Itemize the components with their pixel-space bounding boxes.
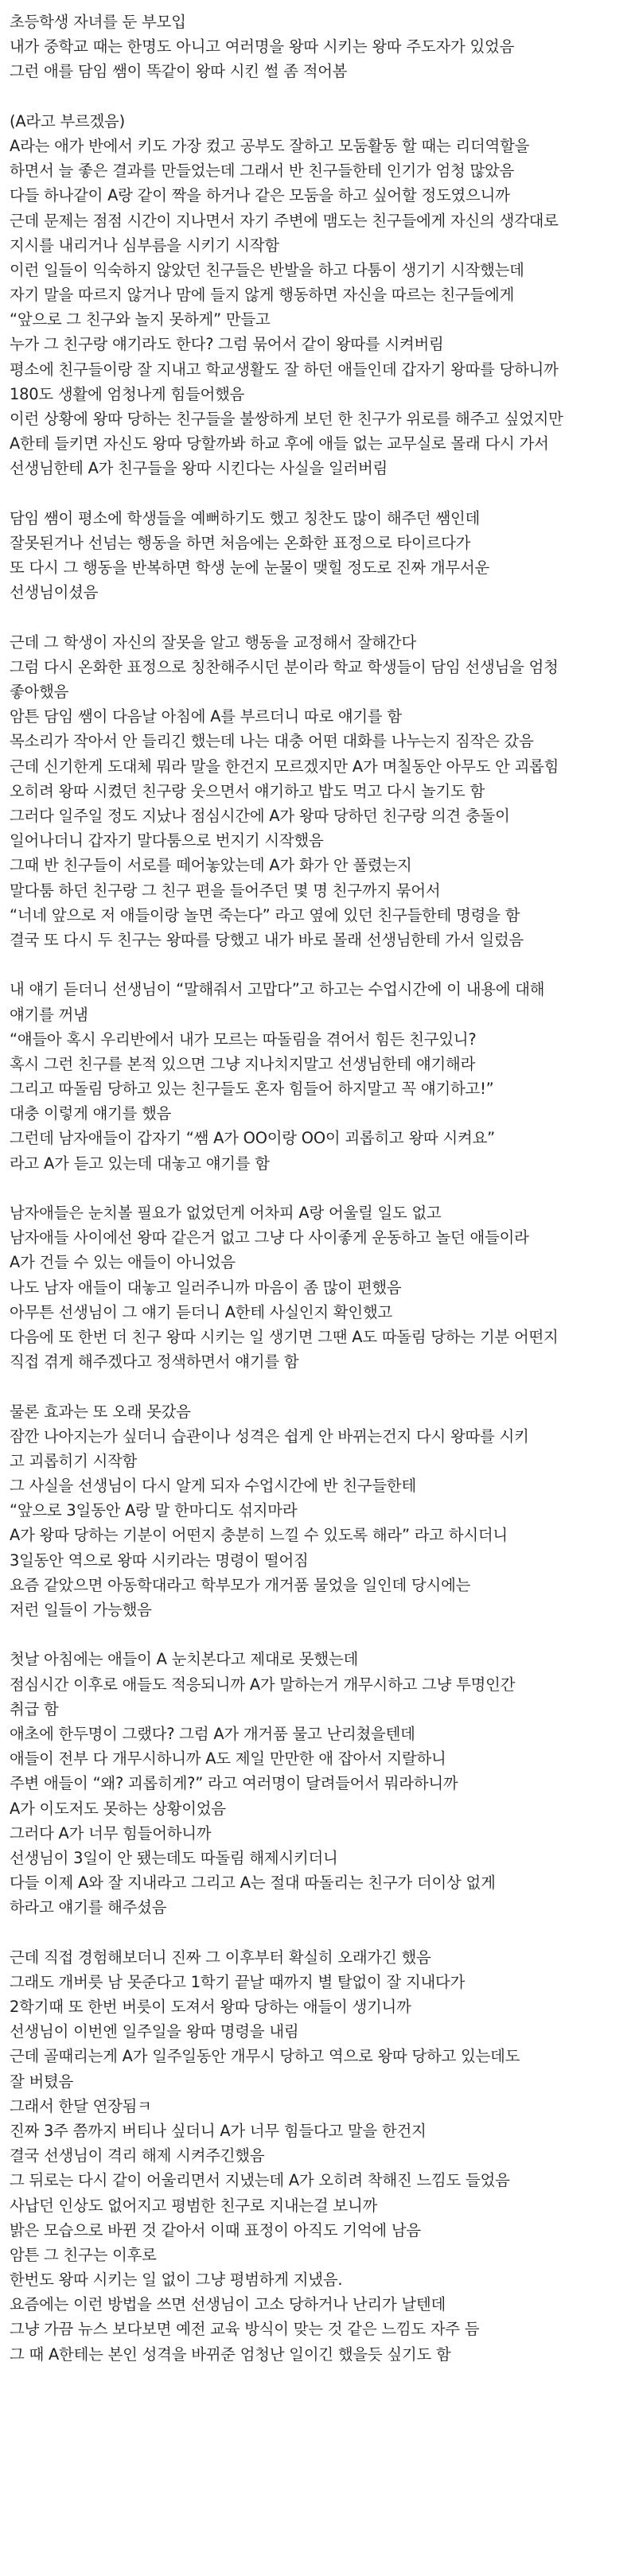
- text-line: 요즘 같았으면 아동학대라고 학부모가 개거품 물었을 일인데 당시에는: [10, 1575, 471, 1594]
- text-line: 고 괴롭히기 시작함: [10, 1451, 138, 1470]
- text-line: 저런 일들이 가능했음: [10, 1601, 152, 1619]
- text-line: 그 때 A한테는 본인 성격을 바뀌준 엄청난 일이긴 했을듯 싶기도 함: [10, 2344, 451, 2364]
- text-line: 근데 골때리는게 A가 일주일동안 개무시 당하고 역으로 왕따 당하고 있는데도: [10, 2047, 520, 2066]
- text-line: 결국 선생님이 격리 해제 시켜주긴했음: [10, 2146, 265, 2165]
- text-line: 이런 일들이 익숙하지 않았던 친구들은 반발을 하고 다툼이 생기기 시작했는데: [10, 260, 524, 279]
- text-line: 첫날 아침에는 애들이 A 눈치본다고 제대로 못했는데: [10, 1650, 359, 1669]
- text-line: 그런 애를 담임 쌤이 똑같이 왕따 시킨 썰 좀 적어봄: [10, 62, 348, 81]
- text-line: 내가 중학교 때는 한명도 아니고 여러명을 왕따 시키는 왕따 주도자가 있었음: [10, 37, 515, 56]
- text-line: 암튼 그 친구는 이후로: [10, 2245, 157, 2264]
- text-line: 암튼 담임 쌤이 다음날 아침에 A를 부르더니 따로 얘기를 함: [10, 707, 402, 726]
- paragraph-break: [10, 1622, 635, 1647]
- text-line: 담임 쌤이 평소에 학생들을 예뻐하기도 했고 칭찬도 많이 해주던 쌤인데: [10, 508, 481, 527]
- text-line: A가 왕따 당하는 기분이 어떤지 충분히 느낄 수 있도록 해라” 라고 하시더니: [10, 1526, 508, 1545]
- text-line: 다음에 또 한번 더 친구 왕따 시키는 일 생기면 그땐 A도 따돌림 당하는 기분 어떤지: [10, 1327, 559, 1346]
- text-line: 이런 상황에 왕따 당하는 친구들을 불쌍하게 보던 한 친구가 위로를 해주고 싶었지만: [10, 410, 563, 428]
- text-line: 남자애들은 눈치볼 필요가 없었던게 어차피 A랑 어울릴 일도 없고: [10, 1204, 442, 1222]
- text-line: 선생님한테 A가 친구들을 왕따 시킨다는 사실을 일러버림: [10, 459, 388, 478]
- text-line: A가 건들 수 있는 애들이 아니었음: [10, 1253, 236, 1272]
- text-line: 오히려 왕따 시켰던 친구랑 웃으면서 얘기하고 밥도 먹고 다시 놀기도 함: [10, 781, 485, 800]
- text-line: 잘못된거나 선넘는 행동을 하면 처음에는 온화한 표정으로 타이르다가: [10, 533, 471, 552]
- text-line: 근데 문제는 점점 시간이 지나면서 자기 주변에 맴도는 친구들에게 자신의 생각대로: [10, 211, 559, 230]
- text-line: 초등학생 자녀를 둔 부모입: [10, 13, 186, 31]
- text-line: 하면서 늘 좋은 결과를 만들었는데 그래서 반 친구들한테 인기가 엄청 많았음: [10, 161, 515, 181]
- text-line: 지시를 내리거나 심부름을 시키기 시작함: [10, 235, 279, 255]
- text-line: 아무튼 선생님이 그 얘기 듣더니 A한테 사실인지 확인했고: [10, 1302, 393, 1321]
- paragraph-break: [10, 84, 635, 109]
- text-line: 다들 하나같이 A랑 같이 짝을 하거나 같은 모둠을 하고 싶어할 정도였으니까: [10, 186, 510, 205]
- text-line: “얘들아 혹시 우리반에서 내가 모르는 따돌림을 겪어서 힘든 친구있니?: [10, 1029, 477, 1049]
- paragraph-break: [10, 1176, 635, 1200]
- text-line: 주변 애들이 “왜? 괴롭히게?” 라고 여러명이 달려들어서 뭐라하니까: [10, 1774, 458, 1793]
- text-line: 좋아했음: [10, 683, 69, 702]
- text-line: 직접 겪게 해주겠다고 정색하면서 얘기를 함: [10, 1352, 299, 1372]
- text-line: 혹시 그런 친구를 본적 있으면 그냥 지나치지말고 선생님한테 얘기해라: [10, 1054, 476, 1073]
- text-line: 그러다 A가 너무 힘들어하니까: [10, 1823, 212, 1843]
- text-line: A가 이도저도 못하는 상황이었음: [10, 1799, 226, 1818]
- text-line: 근데 직접 경험해보더니 진짜 그 이후부터 확실히 오래가긴 했음: [10, 1948, 431, 1967]
- text-line: 하라고 얘기를 해주셨음: [10, 1898, 167, 1917]
- text-line: 목소리가 작아서 안 들리긴 했는데 나는 대충 어떤 대화를 나누는지 짐작은 갔음: [10, 732, 534, 751]
- text-line: A한테 들키면 자신도 왕따 당할까봐 하교 후에 애들 없는 교무실로 몰래 다시 가서: [10, 434, 549, 453]
- text-line: 대충 이렇게 얘기를 했음: [10, 1104, 172, 1123]
- text-line: 잠깐 나아지는가 싶더니 습관이나 성격은 쉽게 안 바뀌는건지 다시 왕따를 시키: [10, 1426, 529, 1446]
- text-line: 또 다시 그 행동을 반복하면 학생 눈에 눈물이 맺힐 정도로 진짜 개무서운: [10, 558, 490, 578]
- text-line: 선생님이셨음: [10, 583, 99, 602]
- text-line: 애들이 전부 다 개무시하니까 A도 제일 만만한 애 잡아서 지랄하니: [10, 1749, 446, 1769]
- text-line: 내 얘기 듣더니 선생님이 “말해줘서 고맙다”고 하고는 수업시간에 이 내용에 대해: [10, 980, 545, 999]
- text-line: 그냥 가끔 뉴스 보다보면 예전 교육 방식이 맞는 것 같은 느낌도 자주 듬: [10, 2320, 480, 2339]
- text-line: 그런데 남자애들이 갑자기 “쌤 A가 OO이랑 OO이 괴롭히고 왕따 시켜요”: [10, 1129, 495, 1148]
- text-line: 그래서 한달 연장됨ㅋ: [10, 2096, 152, 2115]
- text-line: 선생님이 3일이 안 됐는데도 따돌림 해제시키더니: [10, 1848, 338, 1867]
- text-line: 말다툼 하던 친구랑 그 친구 편을 들어주던 몇 명 친구까지 묶어서: [10, 881, 441, 900]
- text-line: 3일동안 역으로 왕따 시키라는 명령이 떨어짐: [10, 1551, 309, 1570]
- text-line: 결국 또 다시 두 친구는 왕따를 당했고 내가 바로 몰래 선생님한테 가서 일렀음: [10, 930, 524, 949]
- text-line: 남자애들 사이에선 왕따 같은거 없고 그냥 다 사이좋게 운동하고 놀던 애들이라: [10, 1228, 529, 1247]
- paragraph-break: [10, 1374, 635, 1399]
- text-line: 일어나더니 갑자기 말다툼으로 번지기 시작했음: [10, 831, 324, 850]
- text-line: 물론 효과는 또 오래 못갔음: [10, 1402, 191, 1421]
- text-line: 누가 그 친구랑 얘기라도 한다? 그럼 묶어서 같이 왕따를 시켜버림: [10, 335, 444, 354]
- text-line: 그럼 다시 온화한 표정으로 칭찬해주시던 분이라 학교 학생들이 담임 선생님을 엄청: [10, 657, 559, 676]
- text-line: 애초에 한두명이 그랬다? 그럼 A가 개거품 물고 난리쳤을텐데: [10, 1724, 415, 1743]
- text-line: 그 뒤로는 다시 같이 어울리면서 지냈는데 A가 오히려 착해진 느낌도 들었음: [10, 2171, 510, 2190]
- text-line: 요즘에는 이런 방법을 쓰면 선생님이 고소 당하거나 난리가 날텐데: [10, 2295, 446, 2314]
- text-line: 그리고 따돌림 당하고 있는 친구들도 혼자 힘들어 하지말고 꼭 얘기하고!”: [10, 1080, 494, 1099]
- text-line: (A라고 부르겠음): [10, 111, 125, 130]
- text-line: 취급 함: [10, 1699, 59, 1718]
- text-line: 2학기때 또 한번 버릇이 도져서 왕따 당하는 애들이 생기니까: [10, 1998, 411, 2016]
- paragraph-break: [10, 952, 635, 977]
- text-line: 라고 A가 듣고 있는데 대놓고 얘기를 함: [10, 1154, 270, 1173]
- text-line: 그래도 개버릇 남 못준다고 1학기 끝날 때까지 별 탈없이 잘 지내다가: [10, 1972, 466, 1991]
- text-line: 사납던 인상도 없어지고 평범한 친구로 지내는걸 보니까: [10, 2196, 378, 2215]
- text-line: 잘 버텼음: [10, 2072, 74, 2091]
- text-line: 근데 그 학생이 자신의 잘못을 알고 행동을 교정해서 잘해간다: [10, 632, 416, 652]
- text-line: 그 사실을 선생님이 다시 알게 되자 수업시간에 반 친구들한테: [10, 1477, 416, 1496]
- text-line: 선생님이 이번엔 일주일을 왕따 명령을 내림: [10, 2022, 299, 2041]
- paragraph-break: [10, 481, 635, 506]
- text-line: “앞으로 3일동안 A랑 말 한마디도 섞지마라: [10, 1501, 298, 1520]
- text-line: 얘기를 꺼냄: [10, 1005, 88, 1024]
- text-line: 180도 생활에 엄청나게 힘들어했음: [10, 384, 245, 403]
- text-line: A라는 애가 반에서 키도 가장 컸고 공부도 잘하고 모둠활동 할 때는 리더역할을: [10, 136, 530, 155]
- text-line: 근데 신기한게 도대체 뭐라 말을 한건지 모르겠지만 A가 며칠동안 아무도 안 괴롭힘: [10, 757, 559, 776]
- text-line: 그때 반 친구들이 서로를 떼어놓았는데 A가 화가 안 풀렸는지: [10, 856, 412, 875]
- text-line: 그러다 일주일 정도 지났나 점심시간에 A가 왕따 당하던 친구랑 의견 충돌이: [10, 807, 510, 825]
- text-line: 다들 이제 A와 잘 지내라고 그리고 A는 절대 따돌리는 친구가 더이상 없게: [10, 1874, 496, 1893]
- text-line: 나도 남자 애들이 대놓고 일러주니까 마음이 좀 많이 편했음: [10, 1278, 402, 1297]
- paragraph-break: [10, 605, 635, 630]
- text-line: “너네 앞으로 저 애들이랑 놀면 죽는다” 라고 옆에 있던 친구들한테 명령을 함: [10, 905, 520, 924]
- text-line: 평소에 친구들이랑 잘 지내고 학교생활도 잘 하던 애들인데 갑자기 왕따를 당하니까: [10, 360, 559, 379]
- text-line: 한번도 왕따 시키는 일 없이 그냥 평범하게 지냈음.: [10, 2271, 343, 2290]
- text-line: 점심시간 이후로 애들도 적응되니까 A가 말하는거 개무시하고 그냥 투명인간: [10, 1675, 516, 1694]
- text-line: 진짜 3주 쯤까지 버티나 싶더니 A가 너무 힘들다고 말을 한건지: [10, 2121, 427, 2140]
- text-line: “앞으로 그 친구와 놀지 못하게” 만들고: [10, 310, 271, 329]
- text-line: 밝은 모습으로 바뀐 것 같아서 이때 표정이 아직도 기억에 남음: [10, 2220, 421, 2239]
- paragraph-break: [10, 1920, 635, 1944]
- text-line: 자기 말을 따르지 않거나 맘에 들지 않게 행동하면 자신을 따르는 친구들에게: [10, 286, 515, 305]
